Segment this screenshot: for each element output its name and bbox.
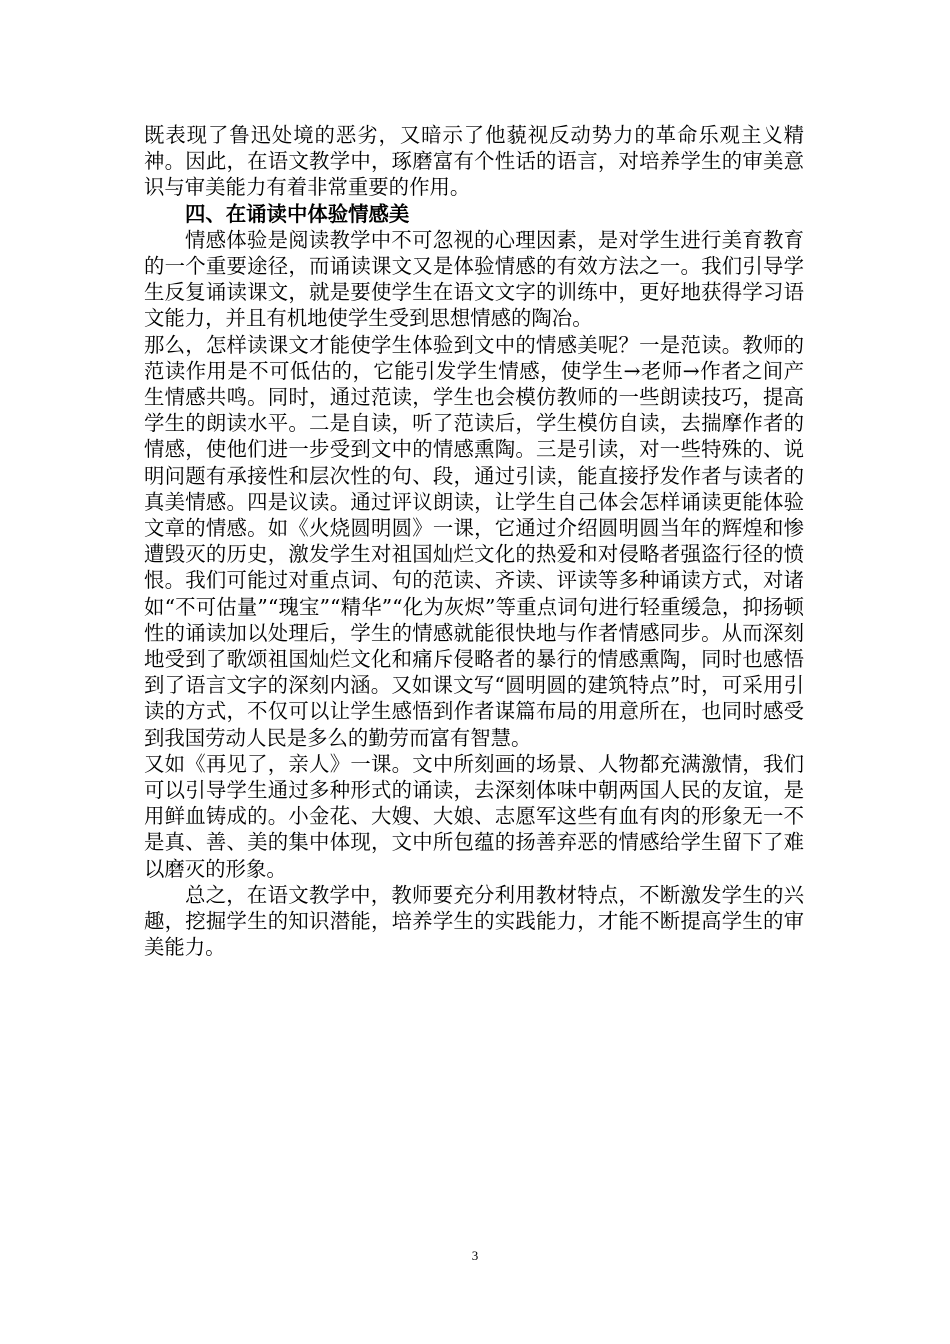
- paragraph-continuation: 既表现了鲁迅处境的恶劣，又暗示了他藐视反动势力的革命乐观主义精神。因此，在语文教学中，琢磨富有个性话的语言，对培养学生的审美意识与审美能力有着非常重要的作用。: [144, 123, 804, 200]
- page-number: 3: [471, 1248, 479, 1263]
- document-body: [144, 122, 804, 961]
- paragraph-reading-methods: 那么，怎样读课文才能使学生体验到文中的情感美呢？一是范读。教师的范读作用是不可低估的，它能引发学生情感，使学生→老师→作者之间产生情感共鸣。同时，通过范读，学生也会模仿教师的一些朗读技巧，提高学生的朗读水平。二是自读，听了范读后，学生模仿自读，去揣摩作者的情感，使他们进一步受到文中的情感熏陶。三是引读，对一些特殊的、说明问题有承接性和层次性的句、段，通过引读，能直接抒发作者与读者的真美情感。四是议读。通过评议朗读，让学生自己体会怎样诵读更能体验文章的情感。如《火烧圆明圆》一课，它通过介绍圆明圆当年的辉煌和惨遭毁灭的历史，激发学生对祖国灿烂文化的热爱和对侵略者强盗行径的愤恨。我们可能过对重点词、句的范读、齐读、评读等多种诵读方式，对诸如“不可估量”“瑰宝”“精华”“化为灰烬”等重点词句进行轻重缓急，抑扬顿性的诵读加以处理后，学生的情感就能很快地与作者情感同步。从而深刻地受到了歌颂祖国灿烂文化和痛斥侵略者的暴行的情感熏陶，同时也感悟到了语言文字的深刻内涵。又如课文写“圆明圆的建筑特点”时，可采用引读的方式，不仅可以让学生感悟到作者谋篇布局的用意所在，也同时感受到我国劳动人民是多么的勤劳而富有智慧。: [144, 332, 804, 750]
- paragraph-farewell-example: 又如《再见了，亲人》一课。文中所刻画的场景、人物都充满激情，我们可以引导学生通过多种形式的诵读，去深刻体味中朝两国人民的友谊，是用鲜血铸成的。小金花、大嫂、大娘、志愿军这些有血有肉的形象无一不是真、善、美的集中体现，文中所包蕴的扬善弃恶的情感给学生留下了难以磨灭的形象。: [144, 751, 804, 881]
- section-heading: 四、在诵读中体验情感美: [185, 201, 410, 226]
- paragraph-emotion-experience: 情感体验是阅读教学中不可忽视的心理因素，是对学生进行美育教育的一个重要途径，而诵读课文又是体验情感的有效方法之一。我们引导学生反复诵读课文，就是要使学生在语文文字的训练中，更好地获得学习语文能力，并且有机地使学生受到思想情感的陶冶。: [144, 227, 804, 331]
- paragraph-conclusion: 总之，在语文教学中，教师要充分利用教材特点，不断激发学生的兴趣，挖掘学生的知识潜能，培养学生的实践能力，才能不断提高学生的审美能力。: [144, 882, 804, 960]
